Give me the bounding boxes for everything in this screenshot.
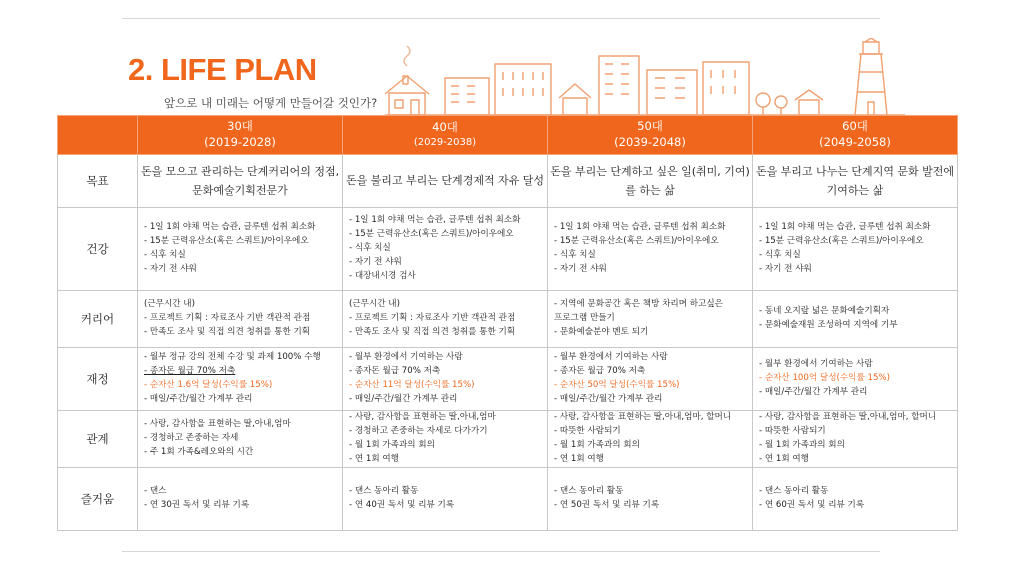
cell-line: - 댄스 동아리 활동: [759, 485, 829, 496]
table-cell: [548, 348, 753, 411]
cell-line: - 월부 환경에서 기여하는 사람: [554, 352, 668, 363]
table-cell: [343, 348, 548, 411]
cell-line: - 15분 근력유산소(혹은 스쿼트)/아이우에오: [144, 236, 309, 247]
table-cell: [343, 208, 548, 291]
table-cell: [138, 348, 343, 411]
cell-line: - 순자산 1.6억 달성(수익률 15%): [144, 380, 273, 390]
cell-line: 돈을 부리는 단계: [550, 164, 632, 178]
table-cell: [753, 291, 958, 348]
cell-line: - 순자산 50억 달성(수익률 15%): [554, 380, 680, 390]
cell-line: - 연 1회 여행: [349, 453, 399, 464]
table-cell: [753, 348, 958, 411]
table-cell: [548, 208, 753, 291]
cell-line: - 15분 근력유산소(혹은 스쿼트)/아이우에오: [554, 236, 719, 247]
decade-years: (2029-2038): [413, 137, 477, 148]
decade-years: (2049-2058): [819, 135, 891, 149]
row-label: 건강: [58, 208, 138, 291]
cell-line: - 매일/주간/월간 가계부 관리: [144, 393, 253, 404]
table-row: [58, 155, 958, 208]
page-subtitle: 앞으로 내 미래는 어떻게 만들어갈 것인가?: [164, 96, 378, 110]
cell-line: - 매일/주간/월간 가계부 관리: [554, 393, 663, 404]
decade-label: 50대: [637, 119, 663, 134]
cell-line: - 자기 전 샤워: [349, 256, 402, 267]
table-cell: [138, 467, 343, 530]
table-row: [58, 291, 958, 348]
cell-line: - 월 1회 가족과의 회의: [554, 439, 640, 450]
cell-line: - 종자돈 월급 70% 저축: [554, 366, 646, 377]
decade-years: (2039-2048): [614, 135, 686, 149]
decade-label: 30대: [227, 119, 253, 134]
cell-line: - 종자돈 월급 70% 저축: [144, 366, 236, 377]
table-cell: [343, 411, 548, 468]
cell-line: - 댄스 동아리 활동: [349, 485, 419, 496]
table-cell: [548, 467, 753, 530]
cell-line: - 따뜻한 사람되기: [759, 425, 826, 436]
cell-line: - 댄스 동아리 활동: [554, 485, 624, 496]
cell-line: 프로그램 만들기: [554, 313, 615, 324]
cell-line: 커리어의 정점, 문화예술기획전문가: [192, 164, 340, 197]
cell-line: - 식후 치실: [759, 250, 801, 260]
table-cell: [548, 155, 753, 208]
cell-line: - 매일/주간/월간 가계부 관리: [759, 386, 868, 397]
table-cell: [343, 291, 548, 348]
cell-line: - 지역에 문화공간 혹은 책방 차리며 하고싶은: [554, 299, 723, 310]
cell-line: 하고 싶은 일(취미, 기여)를 하는 삶: [625, 164, 750, 197]
cell-line: - 연 1회 여행: [554, 453, 604, 464]
cell-line: - 15분 근력유산소(혹은 스쿼트)/아이우에오: [759, 236, 924, 247]
cell-line: - 월부 환경에서 기여하는 사람: [349, 352, 463, 363]
cell-line: - 연 30권 독서 및 리뷰 기록: [144, 499, 250, 510]
cell-line: - 1일 1회 야채 먹는 습관, 글루텐 섭취 최소화: [144, 222, 316, 233]
cell-line: (근무시간 내): [144, 299, 195, 310]
cell-line: 돈을 모으고 관리하는 단계: [140, 164, 269, 178]
cell-line: 돈을 부리고 나누는 단계: [755, 164, 873, 178]
cell-line: - 순자산 11억 달성(수익률 15%): [349, 380, 475, 390]
table-cell: [753, 411, 958, 468]
cell-line: - 문화예술재원 조성하여 지역에 기부: [759, 320, 898, 330]
cell-line: - 1일 1회 야채 먹는 습관, 글루텐 섭취 최소화: [349, 215, 521, 226]
cell-line: 경제적 자유 달성: [462, 174, 545, 188]
table-cell: [138, 411, 343, 468]
cell-line: - 주 1회 가족&레오와의 시간: [144, 446, 254, 457]
cell-line: - 1일 1회 야채 먹는 습관, 글루텐 섭취 최소화: [759, 222, 931, 233]
cell-line: - 자기 전 샤워: [759, 263, 812, 274]
decade-years: (2019-2028): [204, 135, 276, 149]
row-label: 재정: [58, 348, 138, 411]
cell-line: - 사랑, 감사함을 표현하는 딸,아내,엄마, 할머니: [759, 412, 937, 422]
cell-line: 돈을 불리고 부리는 단계: [345, 174, 463, 188]
cell-line: - 연 40권 독서 및 리뷰 기록: [349, 499, 455, 510]
cell-line: - 식후 치실: [554, 250, 596, 260]
cell-line: - 자기 전 샤워: [554, 263, 607, 274]
cell-line: - 1일 1회 야채 먹는 습관, 글루텐 섭취 최소화: [554, 222, 726, 233]
cell-line: - 순자산 100억 달성(수익률 15%): [759, 373, 890, 384]
table-cell: [548, 411, 753, 468]
table-row: [58, 467, 958, 530]
cell-line: - 매일/주간/월간 가계부 관리: [349, 393, 458, 404]
cell-line: - 월 1회 가족과의 회의: [759, 439, 845, 450]
row-label: 관계: [58, 411, 138, 468]
table-body: [58, 155, 958, 531]
bottom-divider: [122, 551, 880, 552]
cell-line: - 따뜻한 사람되기: [554, 425, 621, 436]
table-cell: [138, 291, 343, 348]
row-label: 즐거움: [58, 467, 138, 530]
cell-line: - 대장내시경 검사: [349, 270, 416, 281]
table-cell: [753, 155, 958, 208]
table-cell: [343, 467, 548, 530]
cell-line: - 사랑, 감사함을 표현하는 딸,아내,엄마: [144, 418, 291, 429]
table-cell: [138, 208, 343, 291]
cell-line: - 연 60권 독서 및 리뷰 기록: [759, 499, 865, 510]
table-cell: [753, 467, 958, 530]
row-label: 목표: [58, 155, 138, 208]
cell-line: - 식후 치실: [144, 250, 186, 260]
cell-line: - 15분 근력유산소(혹은 스쿼트)/아이우에오: [349, 229, 514, 240]
table-row: [58, 348, 958, 411]
cell-line: - 경청하고 존중하는 자세로 다가가기: [349, 425, 488, 436]
cell-line: - 월 1회 가족과의 회의: [349, 439, 435, 450]
header-corner: [58, 116, 138, 155]
cell-line: - 자기 전 샤워: [144, 263, 197, 274]
header-decade-60s: [753, 116, 958, 155]
table-row: [58, 411, 958, 468]
life-plan-table: [57, 115, 958, 531]
cell-line: - 연 50권 독서 및 리뷰 기록: [554, 499, 660, 510]
top-divider: [122, 18, 880, 19]
table-row: [58, 208, 958, 291]
cell-line: - 만족도 조사 및 직접 의견 청취를 통한 기획: [349, 326, 516, 337]
page-title: 2. LIFE PLAN: [128, 52, 317, 87]
cell-line: - 종자돈 월급 70% 저축: [349, 366, 441, 377]
header-decade-40s: [343, 116, 548, 155]
cell-line: - 월부 정규 강의 전체 수강 및 과제 100% 수행: [144, 352, 321, 363]
table-cell: [343, 155, 548, 208]
city-skyline-lighthouse-icon: [385, 38, 905, 116]
table-cell: [753, 208, 958, 291]
header-decade-30s: [138, 116, 343, 155]
cell-line: - 만족도 조사 및 직접 의견 청취를 통한 기획: [144, 326, 311, 337]
cell-line: - 사랑, 감사함을 표현하는 딸,아내,엄마: [349, 412, 496, 422]
cell-line: - 동네 오지랖 넓은 문화예술기획자: [759, 306, 890, 317]
cell-line: - 댄스: [144, 485, 167, 496]
cell-line: - 경청하고 존중하는 자세: [144, 432, 239, 443]
cell-line: - 프로젝트 기획 : 자료조사 기반 객관적 관점: [144, 313, 311, 324]
table-header-row: [58, 116, 958, 155]
decade-label: 40대: [432, 120, 458, 135]
cell-line: - 연 1회 여행: [759, 453, 809, 464]
header-decade-50s: [548, 116, 753, 155]
cell-line: - 식후 치실: [349, 243, 391, 254]
cell-line: 지역 문화 발전에 기여하는 삶: [826, 164, 955, 197]
cell-line: (근무시간 내): [349, 299, 400, 310]
decade-label: 60대: [842, 119, 868, 134]
cell-line: - 문화예술분야 멘토 되기: [554, 326, 649, 337]
table-cell: [548, 291, 753, 348]
table-cell: [138, 155, 343, 208]
cell-line: - 월부 환경에서 기여하는 사람: [759, 359, 873, 370]
row-label: 커리어: [58, 291, 138, 348]
cell-line: - 프로젝트 기획 : 자료조사 기반 객관적 관점: [349, 313, 516, 324]
cell-line: - 사랑, 감사함을 표현하는 딸,아내,엄마, 할머니: [554, 412, 732, 422]
